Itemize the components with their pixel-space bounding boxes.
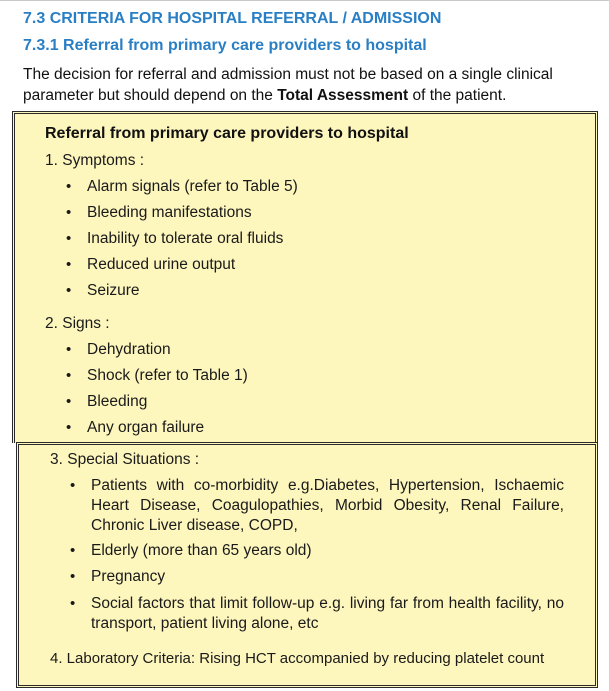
signs-label: 2. Signs : [45, 315, 110, 332]
list-item: • Shock (refer to Table 1) [66, 367, 248, 384]
subsection-heading: 7.3.1 Referral from primary care providers to hospital [23, 37, 427, 54]
bullet-icon: • [66, 256, 72, 273]
laboratory-criteria: 4. Laboratory Criteria: Rising HCT accompanied by reducing platelet count [50, 650, 545, 667]
list-item: • Seizure [66, 282, 140, 299]
list-item: • Patients with co-morbidity e.g.Diabetes, Hypertension, Ischaemic Heart Disease, Coagulopathies, Morbid Obesity, Renal Failure, Chronic Liver disease, COPD, [70, 477, 564, 534]
box-title: Referral from primary care providers to hospital [45, 125, 409, 142]
list-item: • Inability to tolerate oral fluids [66, 230, 284, 247]
intro-text-end: of the patient. [408, 87, 507, 104]
list-item: • Bleeding [66, 393, 148, 410]
intro-paragraph [23, 64, 593, 106]
list-item: • Social factors that limit follow-up e.g. living far from health facility, no transport, patient living alone, etc [70, 595, 564, 632]
intro-text-bold: Total Assessment [277, 87, 409, 104]
list-item: • Bleeding manifestations [66, 204, 252, 221]
bullet-icon: • [66, 230, 72, 247]
intro-text-start: The decision for referral and admission must not be based on a single clinical parameter but should depend on the [23, 66, 553, 104]
top-divider [0, 0, 609, 1]
bullet-icon: • [70, 542, 76, 559]
bullet-icon: • [66, 178, 72, 195]
list-item: • Any organ failure [66, 419, 205, 436]
section-heading: 7.3 CRITERIA FOR HOSPITAL REFERRAL / ADMISSION [23, 10, 442, 27]
bullet-icon: • [66, 282, 72, 299]
symptoms-label: 1. Symptoms : [45, 152, 145, 169]
bullet-icon: • [66, 204, 72, 221]
list-item: • Elderly (more than 65 years old) [70, 542, 312, 559]
list-item: • Pregnancy [70, 568, 166, 585]
bullet-icon: • [70, 477, 76, 494]
bullet-icon: • [70, 595, 76, 612]
bullet-icon: • [66, 419, 72, 436]
list-item: • Alarm signals (refer to Table 5) [66, 178, 298, 195]
bullet-icon: • [70, 568, 76, 585]
bullet-icon: • [66, 341, 72, 358]
bullet-icon: • [66, 393, 72, 410]
list-item: • Dehydration [66, 341, 171, 358]
special-situations-label: 3. Special Situations : [50, 451, 200, 468]
list-item: • Reduced urine output [66, 256, 236, 273]
bullet-icon: • [66, 367, 72, 384]
